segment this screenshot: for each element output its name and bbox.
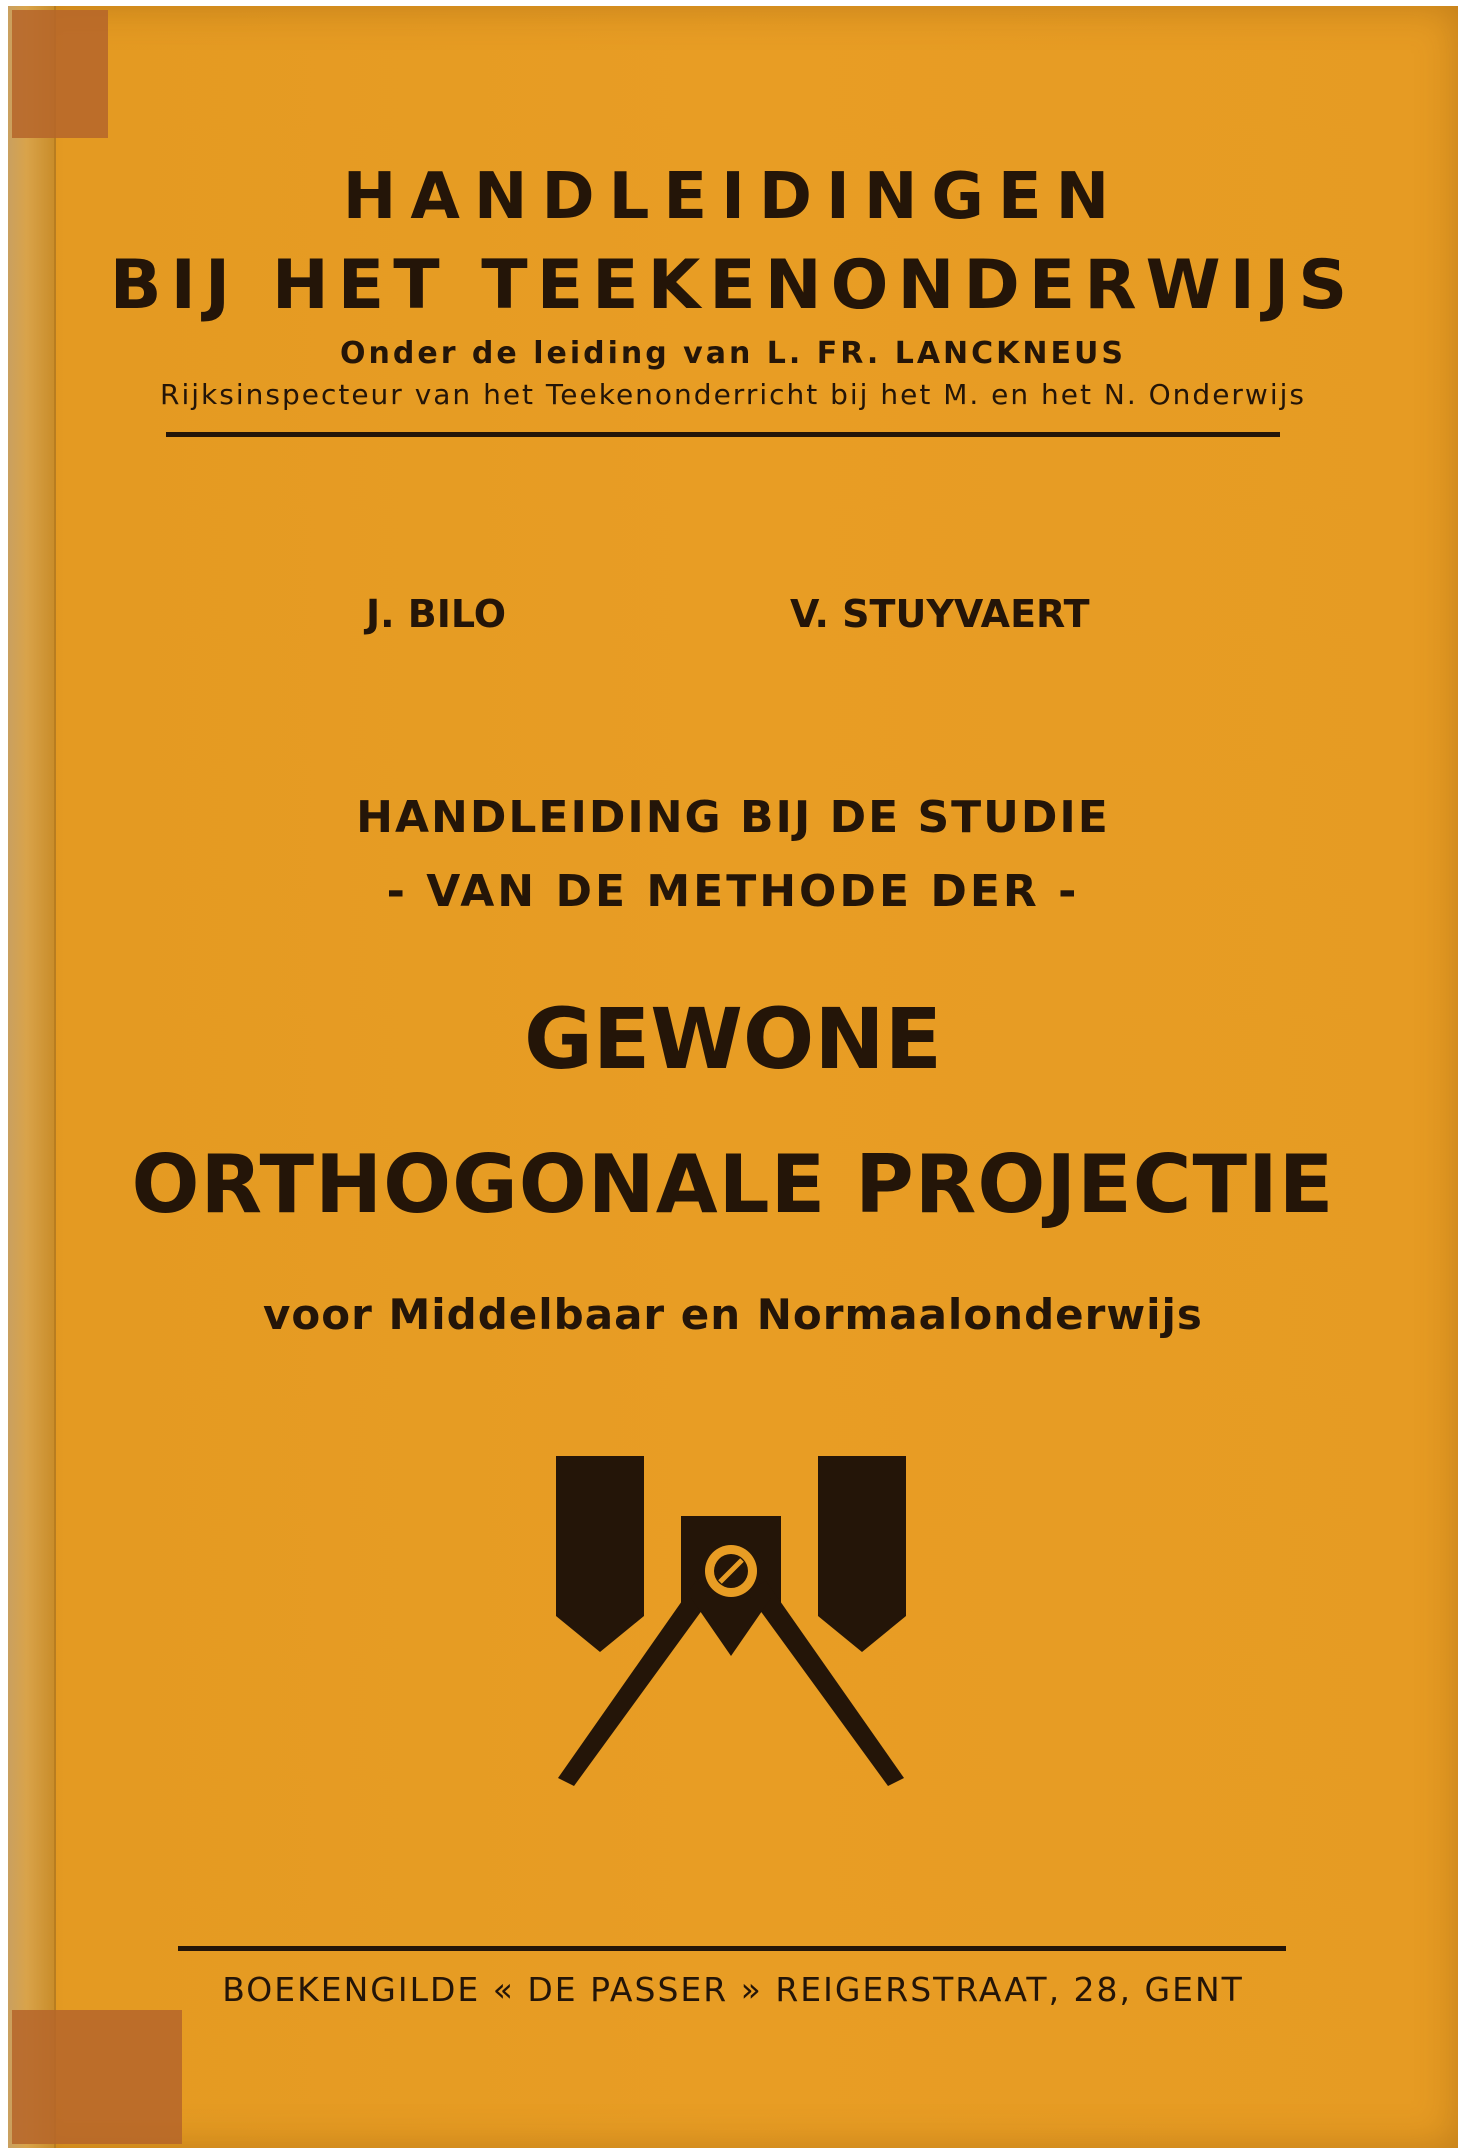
subtitle-line2: - VAN DE METHODE DER - (386, 866, 1080, 917)
subtitle-line1: HANDLEIDING BIJ DE STUDIE (356, 792, 1110, 843)
series-title-line2: BIJ HET TEEKENONDERWIJS (109, 246, 1357, 325)
series-editor-role: Rijksinspecteur van het Teekenonderricht bij het M. en het N. Onderwijs (160, 378, 1306, 411)
bottom-divider (178, 1946, 1286, 1951)
author-stuyvaert: V. STUYVAERT (790, 592, 1090, 636)
author-bilo: J. BILO (366, 592, 507, 636)
compass-and-pencils-icon (556, 1456, 906, 1806)
spine-tape-top (12, 10, 108, 138)
publisher-line: BOEKENGILDE « DE PASSER » REIGERSTRAAT, 28, GENT (222, 1970, 1244, 2009)
book-title-line2: ORTHOGONALE PROJECTIE (131, 1138, 1335, 1231)
top-divider (166, 432, 1280, 437)
audience-line: voor Middelbaar en Normaalonderwijs (263, 1290, 1203, 1339)
book-title-line1: GEWONE (523, 990, 943, 1088)
spine-tape-bottom (12, 2010, 182, 2144)
series-editor: Onder de leiding van L. FR. LANCKNEUS (340, 336, 1126, 371)
series-title-line1: HANDLEIDINGEN (342, 160, 1124, 234)
